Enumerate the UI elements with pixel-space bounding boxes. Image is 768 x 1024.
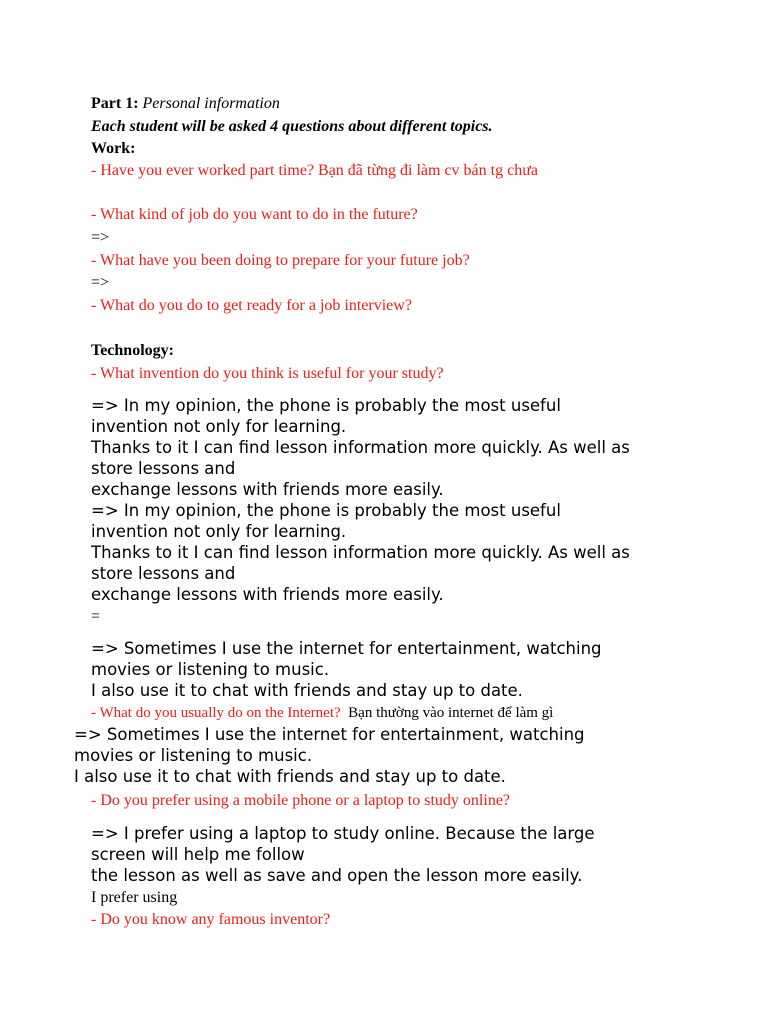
- work-question-3: - What have you been doing to prepare for your future job?: [91, 252, 470, 269]
- work-question-1-text: - Have you ever worked part time?: [91, 162, 315, 179]
- tech-answer-1-line-2: invention not only for learning.: [91, 417, 347, 436]
- technology-question-2-text: - What do you usually do on the Internet?: [91, 705, 341, 721]
- tech-answer-1-line-3: Thanks to it I can find lesson information more quickly. As well as: [91, 438, 630, 457]
- work-question-1-translation: Bạn đã từng đi làm cv bán tg chưa: [318, 162, 538, 179]
- work-heading: Work:: [91, 140, 136, 157]
- equals-marker: =: [91, 608, 101, 625]
- tech-answer-2-line-2: movies or listening to music.: [91, 660, 330, 679]
- technology-question-3: - Do you prefer using a mobile phone or a laptop to study online?: [91, 792, 511, 809]
- tech-answer-1-repeat-line-3: Thanks to it I can find lesson information more quickly. As well as: [91, 543, 630, 562]
- tech-answer-1-repeat-line-5: exchange lessons with friends more easily.: [91, 585, 444, 604]
- technology-question-2-translation: Bạn thường vào internet để làm gì: [348, 705, 554, 721]
- tech-answer-2-repeat-line-2: movies or listening to music.: [74, 746, 313, 765]
- technology-question-2: [91, 702, 553, 724]
- work-question-2: - What kind of job do you want to do in the future?: [91, 206, 418, 223]
- work-answer-3: =>: [91, 274, 110, 291]
- tech-answer-3-fragment: I prefer using: [91, 889, 178, 906]
- work-question-1: [91, 160, 538, 182]
- tech-answer-3-line-2: screen will help me follow: [91, 845, 305, 864]
- tech-answer-1-repeat-line-2: invention not only for learning.: [91, 522, 347, 541]
- tech-answer-1-line-4: store lessons and: [91, 459, 236, 478]
- tech-answer-1-line-5: exchange lessons with friends more easily.: [91, 480, 444, 499]
- tech-answer-1-repeat-line-1: => In my opinion, the phone is probably the most useful: [91, 501, 561, 520]
- tech-answer-3-line-3: the lesson as well as save and open the lesson more easily.: [91, 866, 583, 885]
- technology-question-1: - What invention do you think is useful for your study?: [91, 365, 444, 382]
- work-question-4: - What do you do to get ready for a job interview?: [91, 297, 412, 314]
- part-title-line: [91, 93, 280, 115]
- tech-answer-2-line-3: I also use it to chat with friends and stay up to date.: [91, 681, 523, 700]
- tech-answer-3-line-1: => I prefer using a laptop to study online. Because the large: [91, 824, 595, 843]
- tech-answer-2-repeat-line-3: I also use it to chat with friends and stay up to date.: [74, 767, 506, 786]
- work-answer-2: =>: [91, 229, 110, 246]
- part-label: Part 1:: [91, 95, 139, 112]
- tech-answer-1-line-1: => In my opinion, the phone is probably the most useful: [91, 396, 561, 415]
- technology-heading: Technology:: [91, 342, 174, 359]
- tech-answer-2-line-1: => Sometimes I use the internet for entertainment, watching: [91, 639, 602, 658]
- instruction-text: Each student will be asked 4 questions about different topics.: [91, 118, 493, 135]
- technology-question-4: - Do you know any famous inventor?: [91, 911, 331, 928]
- tech-answer-2-repeat-line-1: => Sometimes I use the internet for entertainment, watching: [74, 725, 585, 744]
- part-title: Personal information: [142, 95, 280, 112]
- tech-answer-1-repeat-line-4: store lessons and: [91, 564, 236, 583]
